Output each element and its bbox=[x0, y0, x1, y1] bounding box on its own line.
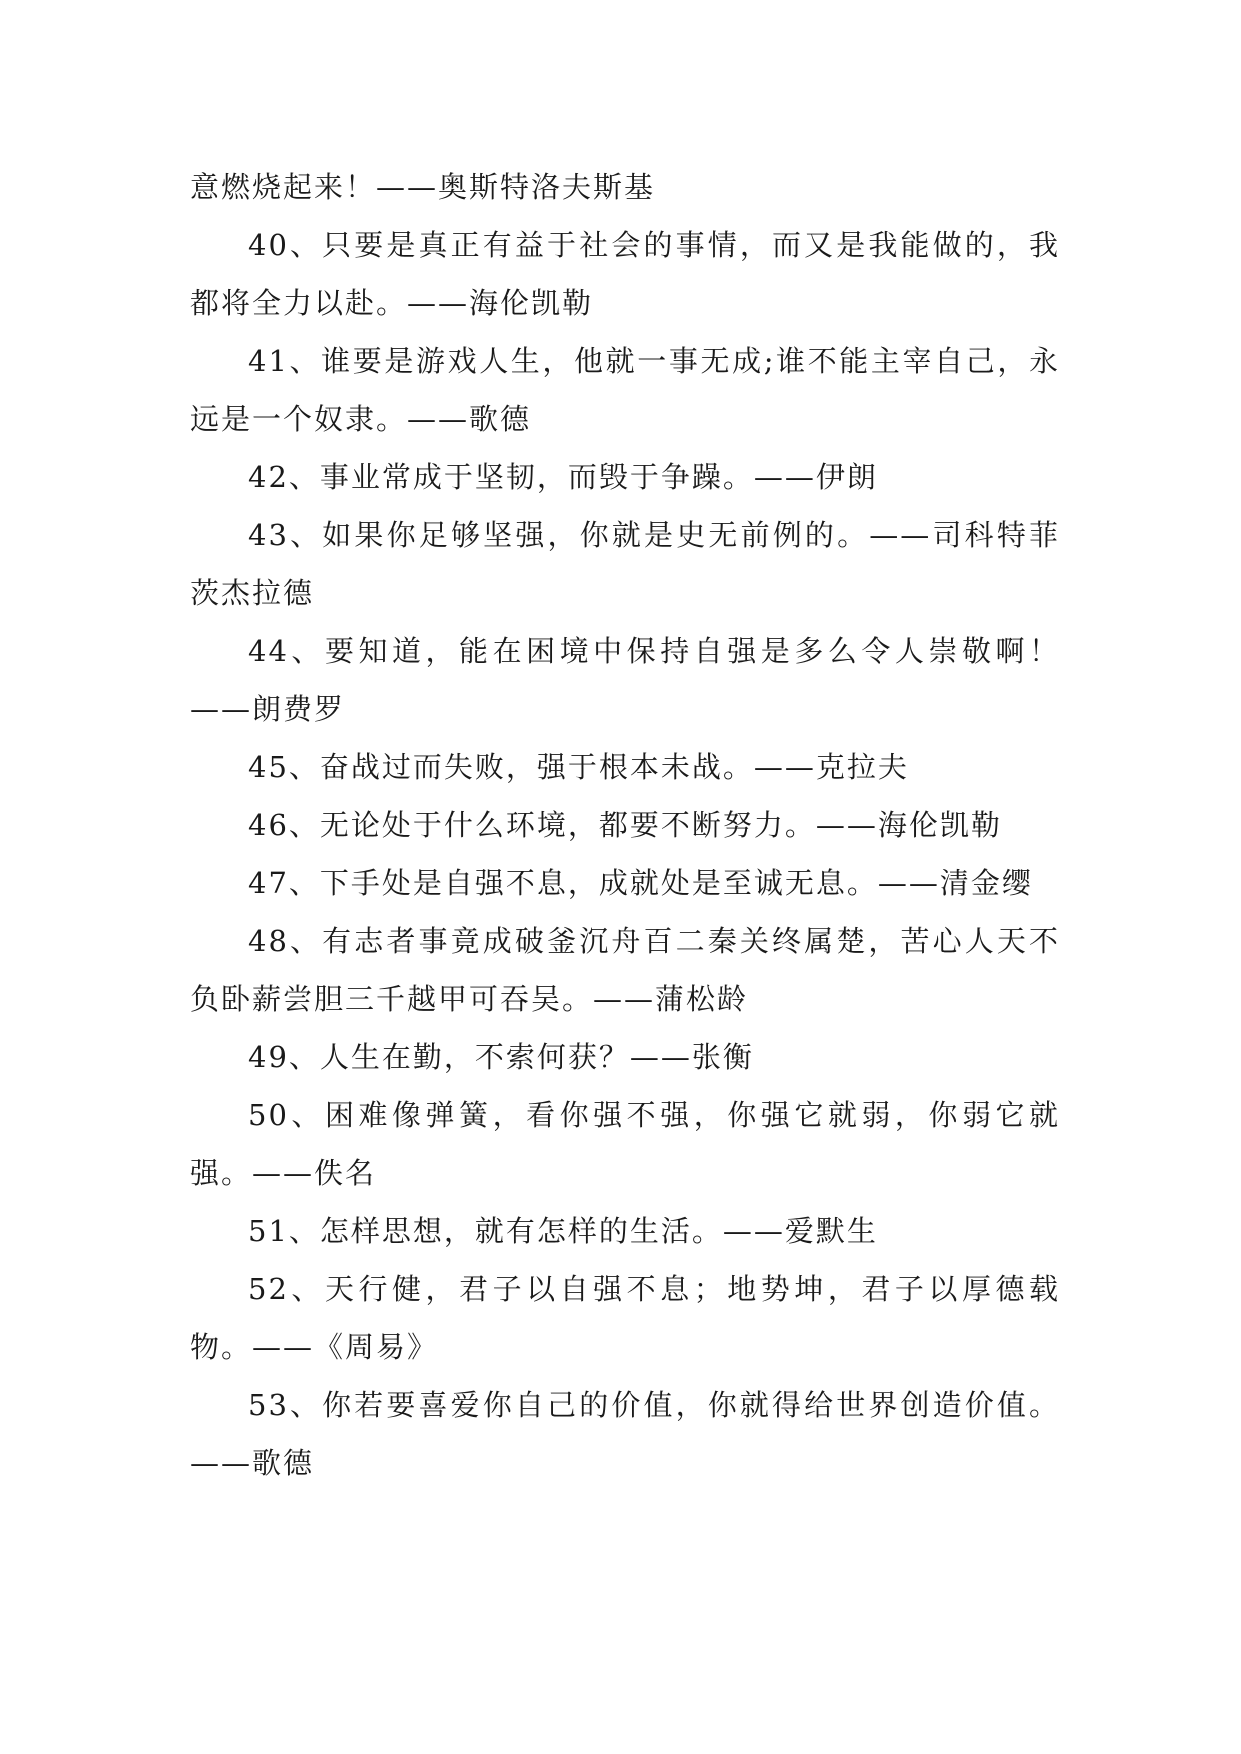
quote-paragraph-39-continuation: 意燃烧起来！——奥斯特洛夫斯基 bbox=[190, 170, 656, 204]
quote-paragraph-46: 46、无论处于什么环境，都要不断努力。——海伦凯勒 bbox=[248, 808, 1002, 842]
quote-paragraph-53: 53、你若要喜爱你自己的价值，你就得给世界创造价值。——歌德 bbox=[190, 1388, 1060, 1480]
quote-paragraph-52: 52、天行健，君子以自强不息；地势坤，君子以厚德载物。——《周易》 bbox=[190, 1272, 1060, 1364]
quote-paragraph-47: 47、下手处是自强不息，成就处是至诚无息。——清金缨 bbox=[248, 866, 1033, 900]
quote-paragraph-40: 40、只要是真正有益于社会的事情，而又是我能做的，我都将全力以赴。——海伦凯勒 bbox=[190, 228, 1060, 320]
quote-paragraph-44: 44、要知道，能在困境中保持自强是多么令人崇敬啊！——朗费罗 bbox=[190, 634, 1060, 726]
quote-paragraph-51: 51、怎样思想，就有怎样的生活。——爱默生 bbox=[248, 1214, 878, 1248]
quote-paragraph-50: 50、困难像弹簧，看你强不强，你强它就弱，你弱它就强。——佚名 bbox=[190, 1098, 1060, 1190]
quote-paragraph-45: 45、奋战过而失败，强于根本未战。——克拉夫 bbox=[248, 750, 909, 784]
document-body bbox=[190, 158, 1060, 1492]
quote-paragraph-48: 48、有志者事竟成破釜沉舟百二秦关终属楚，苦心人天不负卧薪尝胆三千越甲可吞吴。——蒲松龄 bbox=[190, 924, 1060, 1016]
quote-paragraph-42: 42、事业常成于坚韧，而毁于争躁。——伊朗 bbox=[248, 460, 878, 494]
quote-paragraph-41: 41、谁要是游戏人生，他就一事无成;谁不能主宰自己，永远是一个奴隶。——歌德 bbox=[190, 344, 1060, 436]
quote-paragraph-49: 49、人生在勤，不索何获？——张衡 bbox=[248, 1040, 754, 1074]
quote-paragraph-43: 43、如果你足够坚强，你就是史无前例的。——司科特菲茨杰拉德 bbox=[190, 518, 1060, 610]
